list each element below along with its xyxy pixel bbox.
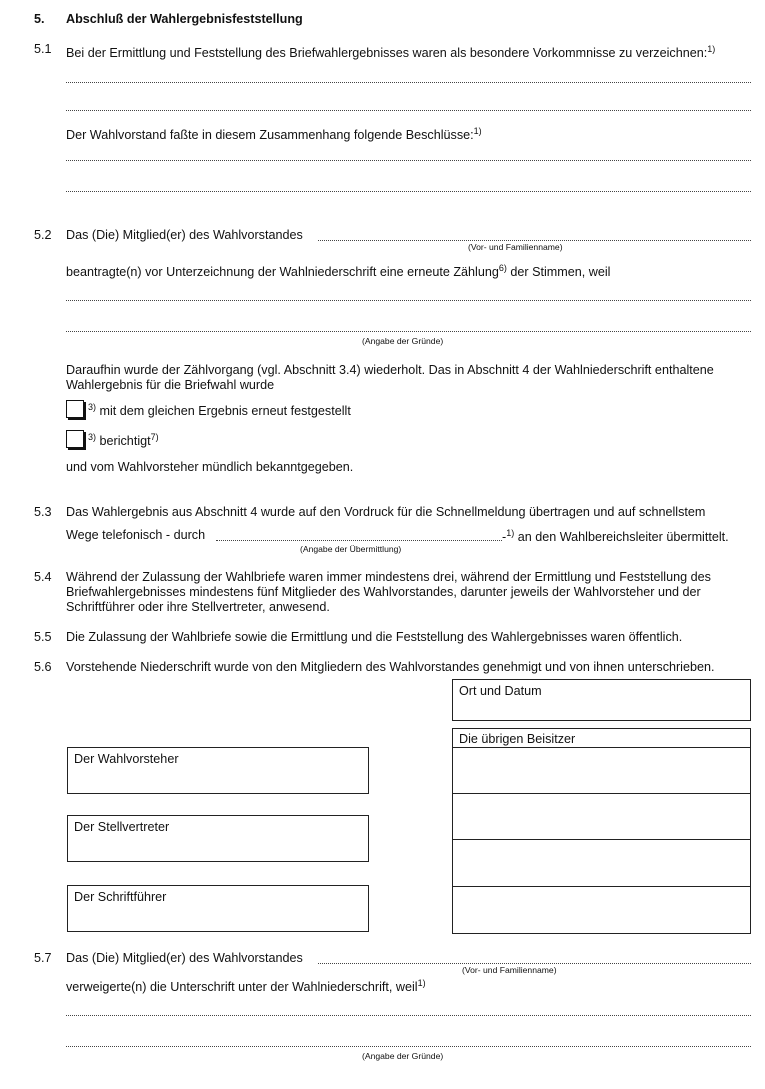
s53-line2-b <box>502 528 729 544</box>
s57-reason-line-2[interactable] <box>66 1046 751 1047</box>
s52-number: 5.2 <box>34 228 52 242</box>
option-same-result-checkbox[interactable] <box>66 400 84 418</box>
s56-number: 5.6 <box>34 660 52 674</box>
s52-option1 <box>88 402 351 418</box>
s51-text2 <box>66 124 482 143</box>
beisitzer-signature-field-1[interactable] <box>453 749 750 793</box>
stellvertreter-label: Der Stellvertreter <box>74 820 170 834</box>
footnote-ref: 3) <box>88 432 97 442</box>
s56-text: Vorstehende Niederschrift wurde von den Mitgliedern des Wahlvorstandes genehmigt und von ihnen unterschrieben. <box>66 660 715 674</box>
beisitzer-divider <box>453 886 750 887</box>
s51-text-main: Bei der Ermittlung und Feststellung des Briefwahlergebnisses waren als besondere Vorkommnisse zu verzeichnen: <box>66 46 708 61</box>
s53-line2-b-text: an den Wahlbereichsleiter übermittelt. <box>514 530 729 545</box>
s52-caption-reasons: (Angabe der Gründe) <box>362 336 444 346</box>
section-title: Abschluß der Wahlergebnisfeststellung <box>66 12 303 26</box>
s53-number: 5.3 <box>34 505 52 519</box>
beisitzer-signature-field-2[interactable] <box>453 795 750 839</box>
s52-line2-a: beantragte(n) vor Unterzeichnung der Wahlniederschrift eine erneute Zählung <box>66 265 499 280</box>
s54-text: Während der Zulassung der Wahlbriefe waren immer mindestens drei, während der Ermittlung und Feststellung des Briefwahlergebnisses mindestens fünf Mitglieder des Wahlvorstandes, darunter jeweils der Wahlvorsteher und der Schriftführer oder ihre Stellvertreter, anwesend. <box>66 570 711 614</box>
footnote-ref: 1) <box>707 44 716 54</box>
s53-transmission-line[interactable] <box>216 540 502 541</box>
s52-reason-line-1[interactable] <box>66 300 751 301</box>
s57-line2 <box>66 976 426 995</box>
ort-datum-field[interactable] <box>452 679 751 721</box>
s52-option2 <box>88 432 159 448</box>
ort-datum-label: Ort und Datum <box>459 684 542 698</box>
s51-entry-line-1[interactable] <box>66 82 751 83</box>
s52-caption-name: (Vor- und Familienname) <box>468 242 563 252</box>
stellvertreter-signature-field[interactable] <box>67 815 369 862</box>
wahlvorsteher-signature-field[interactable] <box>67 747 369 794</box>
s52-name-line[interactable] <box>318 240 751 241</box>
s52-paragraph: Daraufhin wurde der Zählvorgang (vgl. Abschnitt 3.4) wiederholt. Das in Abschnitt 4 der Wahlniederschrift enthaltene Wahlergebnis für die Briefwahl wurde <box>66 363 714 392</box>
s53-dash: - <box>502 530 507 545</box>
s53-line1: Das Wahlergebnis aus Abschnitt 4 wurde auf den Vordruck für die Schnellmeldung übertragen und auf schnellstem <box>66 505 706 519</box>
wahlvorsteher-label: Der Wahlvorsteher <box>74 752 179 766</box>
beisitzer-signature-field-3[interactable] <box>453 841 750 886</box>
s57-number: 5.7 <box>34 951 52 965</box>
s52-option2-text: berichtigt <box>96 434 151 449</box>
schriftfuehrer-signature-field[interactable] <box>67 885 369 932</box>
s52-option1-text: mit dem gleichen Ergebnis erneut festgestellt <box>96 404 351 419</box>
s52-lead <box>66 228 303 242</box>
s52-closing: und vom Wahlvorsteher mündlich bekanntgegeben. <box>66 460 354 474</box>
s52-reason-line-2[interactable] <box>66 331 751 332</box>
s51-entry-line-4[interactable] <box>66 191 751 192</box>
s57-name-line[interactable] <box>318 963 751 964</box>
s51-entry-line-3[interactable] <box>66 160 751 161</box>
footnote-ref: 1) <box>473 126 482 136</box>
footnote-ref: 7) <box>150 432 159 442</box>
s57-reason-line-1[interactable] <box>66 1015 751 1016</box>
s53-line2-a: Wege telefonisch - durch <box>66 528 206 542</box>
option-corrected-checkbox[interactable] <box>66 430 84 448</box>
beisitzer-signature-block <box>452 728 751 934</box>
beisitzer-signature-field-4[interactable] <box>453 888 750 933</box>
s55-text: Die Zulassung der Wahlbriefe sowie die Ermittlung und die Feststellung des Wahlergebnisses waren öffentlich. <box>66 630 683 644</box>
s57-lead: Das (Die) Mitglied(er) des Wahlvorstandes <box>66 951 303 965</box>
s53-caption: (Angabe der Übermittlung) <box>300 544 402 554</box>
s51-number: 5.1 <box>34 42 52 56</box>
beisitzer-divider <box>453 747 750 748</box>
s55-number: 5.5 <box>34 630 52 644</box>
schriftfuehrer-label: Der Schriftführer <box>74 890 167 904</box>
s57-caption-reasons: (Angabe der Gründe) <box>362 1051 444 1061</box>
s51-text2-main: Der Wahlvorstand faßte in diesem Zusammenhang folgende Beschlüsse: <box>66 128 474 143</box>
s51-text <box>66 42 715 61</box>
beisitzer-divider <box>453 839 750 840</box>
footnote-ref: 3) <box>88 402 97 412</box>
footnote-ref: 1) <box>506 528 515 538</box>
beisitzer-label: Die übrigen Beisitzer <box>459 732 576 746</box>
section-number: 5. <box>34 12 45 26</box>
s57-caption-name: (Vor- und Familienname) <box>462 965 557 975</box>
s57-line2-text: verweigerte(n) die Unterschrift unter der Wahlniederschrift, weil <box>66 980 418 995</box>
s52-line2-b: der Stimmen, weil <box>506 265 611 280</box>
s51-entry-line-2[interactable] <box>66 110 751 111</box>
s54-number: 5.4 <box>34 570 52 584</box>
beisitzer-divider <box>453 793 750 794</box>
footnote-ref: 6) <box>498 263 507 273</box>
footnote-ref: 1) <box>417 978 426 988</box>
s52-lead-text: Das (Die) Mitglied(er) des Wahlvorstandes <box>66 228 303 242</box>
s52-line2 <box>66 261 610 280</box>
